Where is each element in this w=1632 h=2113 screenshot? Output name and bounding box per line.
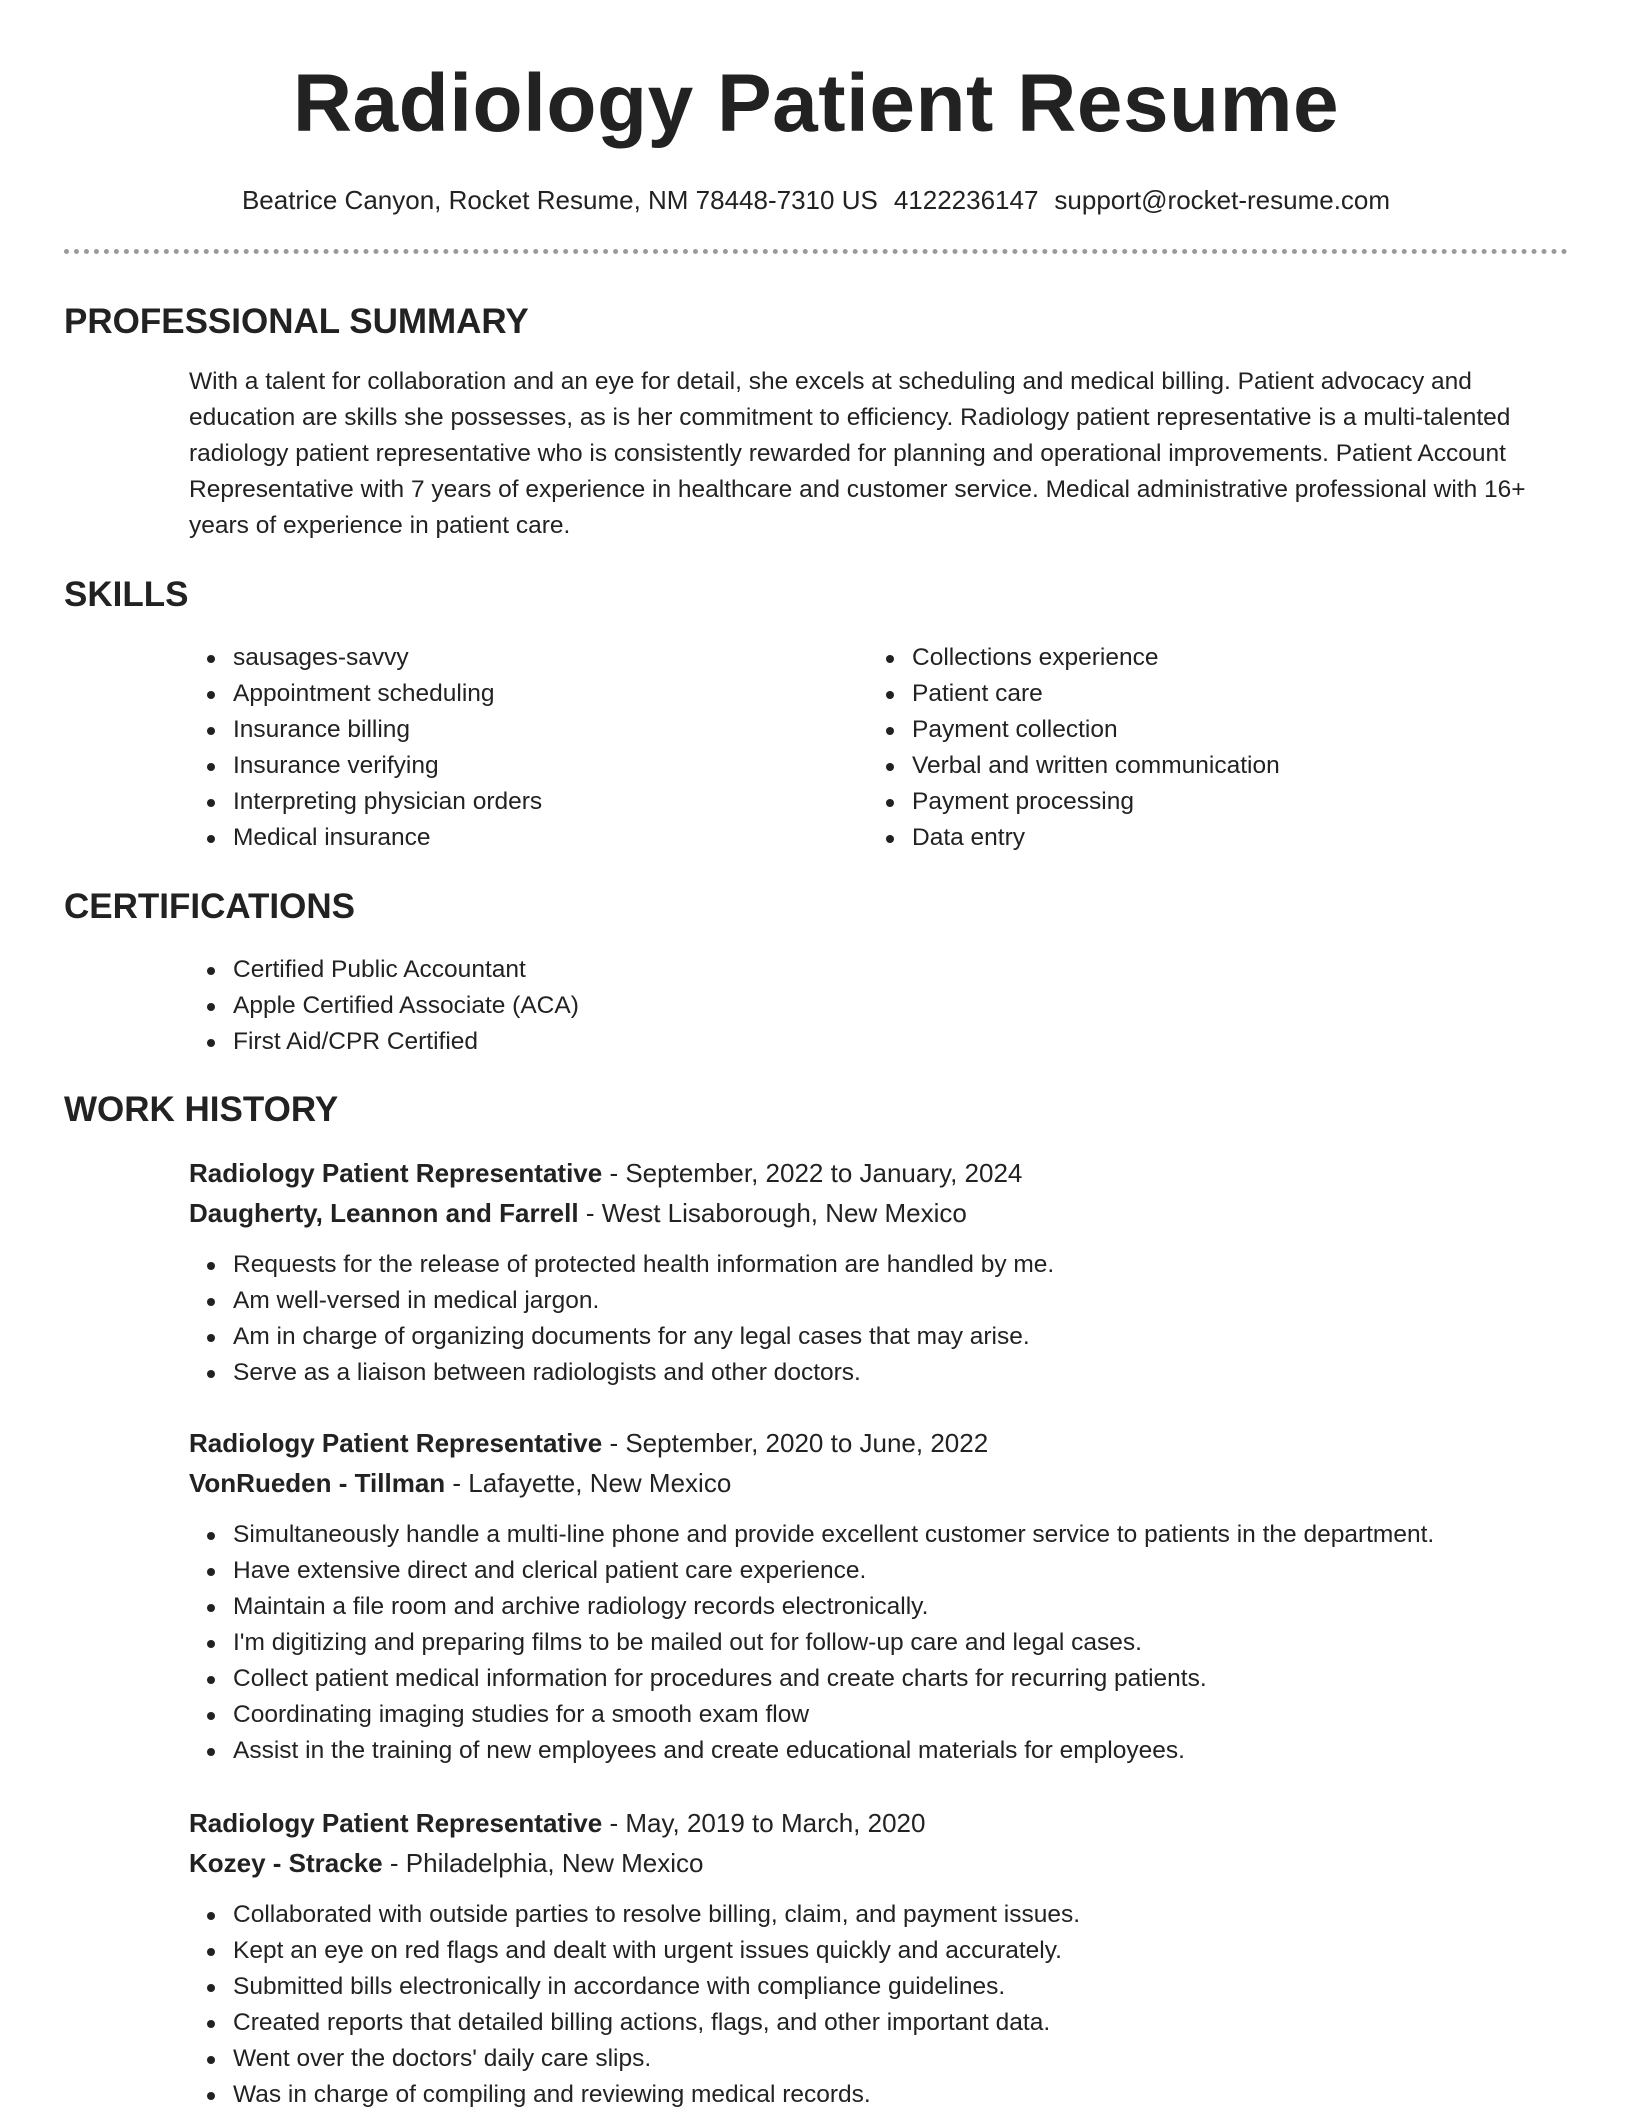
- job-company: Daugherty, Leannon and Farrell: [189, 1198, 579, 1228]
- skills-list-left: [189, 640, 542, 856]
- summary-text: With a talent for collaboration and an eye for detail, she excels at scheduling and medical billing. Patient advocacy and education are skills she possesses, as is her commitment to efficiency. Radiology patient representative is a multi-talented radiology patient representative who is consistently rewarded for planning and operational improvements. Patient Account Representative with 7 years of experience in healthcare and customer service. Medical administrative professional with 16+ years of experience in patient care.: [189, 368, 1526, 539]
- job-title-line: [189, 1423, 988, 1463]
- job-title: Radiology Patient Representative: [189, 1808, 603, 1838]
- contact-address: Beatrice Canyon, Rocket Resume, NM 78448-7310 US: [241, 185, 878, 215]
- list-item: Was in charge of compiling and reviewing medical records.: [233, 2077, 1080, 2113]
- list-item: sausages-savvy: [233, 640, 542, 676]
- list-item: Collections experience: [912, 640, 1280, 676]
- contact-email[interactable]: support@rocket-resume.com: [1054, 185, 1391, 215]
- list-item: Medical insurance: [233, 820, 542, 856]
- section-heading-summary: PROFESSIONAL SUMMARY: [64, 302, 529, 341]
- list-item: Data entry: [912, 820, 1280, 856]
- list-item: Payment processing: [912, 784, 1280, 820]
- list-item: I'm digitizing and preparing films to be mailed out for follow-up care and legal cases.: [233, 1625, 1434, 1661]
- job-duties-list: [189, 1897, 1080, 2113]
- job-title-line: [189, 1803, 925, 1843]
- contact-line: [0, 182, 1632, 218]
- list-item: Submitted bills electronically in accordance with compliance guidelines.: [233, 1969, 1080, 2005]
- job-dates: - September, 2022 to January, 2024: [602, 1158, 1023, 1188]
- list-item: Created reports that detailed billing actions, flags, and other important data.: [233, 2005, 1080, 2041]
- skills-list-right: [868, 640, 1280, 856]
- list-item: First Aid/CPR Certified: [233, 1024, 579, 1060]
- list-item: Patient care: [912, 676, 1280, 712]
- job-duties-list: [189, 1517, 1434, 1769]
- section-heading-certifications: CERTIFICATIONS: [64, 887, 356, 926]
- section-heading-work-history: WORK HISTORY: [64, 1090, 339, 1129]
- job-company-line: [189, 1843, 703, 1883]
- list-item: Certified Public Accountant: [233, 952, 579, 988]
- list-item: Am well-versed in medical jargon.: [233, 1283, 1054, 1319]
- job-company: VonRueden - Tillman: [189, 1468, 446, 1498]
- job-company: Kozey - Stracke: [189, 1848, 383, 1878]
- list-item: Apple Certified Associate (ACA): [233, 988, 579, 1024]
- list-item: Collaborated with outside parties to resolve billing, claim, and payment issues.: [233, 1897, 1080, 1933]
- header-divider: [64, 249, 1568, 254]
- job-location: - Lafayette, New Mexico: [445, 1468, 732, 1498]
- list-item: Insurance verifying: [233, 748, 542, 784]
- list-item: Payment collection: [912, 712, 1280, 748]
- job-company-line: [189, 1193, 967, 1233]
- job-title-line: [189, 1153, 1022, 1193]
- list-item: Insurance billing: [233, 712, 542, 748]
- job-dates: - May, 2019 to March, 2020: [602, 1808, 926, 1838]
- list-item: Have extensive direct and clerical patient care experience.: [233, 1553, 1434, 1589]
- section-heading-skills: SKILLS: [64, 575, 189, 614]
- job-dates: - September, 2020 to June, 2022: [602, 1428, 989, 1458]
- job-location: - Philadelphia, New Mexico: [382, 1848, 704, 1878]
- list-item: Requests for the release of protected health information are handled by me.: [233, 1247, 1054, 1283]
- job-location: - West Lisaborough, New Mexico: [578, 1198, 967, 1228]
- list-item: Assist in the training of new employees and create educational materials for employees.: [233, 1733, 1434, 1769]
- list-item: Serve as a liaison between radiologists and other doctors.: [233, 1355, 1054, 1391]
- resume-title: Radiology Patient Resume: [292, 58, 1340, 149]
- job-duties-list: [189, 1247, 1054, 1391]
- job-title: Radiology Patient Representative: [189, 1158, 603, 1188]
- list-item: Collect patient medical information for procedures and create charts for recurring patients.: [233, 1661, 1434, 1697]
- list-item: Simultaneously handle a multi-line phone and provide excellent customer service to patients in the department.: [233, 1517, 1434, 1553]
- list-item: Coordinating imaging studies for a smooth exam flow: [233, 1697, 1434, 1733]
- list-item: Appointment scheduling: [233, 676, 542, 712]
- certifications-list: [189, 952, 579, 1060]
- list-item: Kept an eye on red flags and dealt with urgent issues quickly and accurately.: [233, 1933, 1080, 1969]
- contact-phone[interactable]: 4122236147: [893, 185, 1039, 215]
- list-item: Verbal and written communication: [912, 748, 1280, 784]
- list-item: Maintain a file room and archive radiology records electronically.: [233, 1589, 1434, 1625]
- list-item: Went over the doctors' daily care slips.: [233, 2041, 1080, 2077]
- list-item: Am in charge of organizing documents for any legal cases that may arise.: [233, 1319, 1054, 1355]
- job-title: Radiology Patient Representative: [189, 1428, 603, 1458]
- job-company-line: [189, 1463, 731, 1503]
- list-item: Interpreting physician orders: [233, 784, 542, 820]
